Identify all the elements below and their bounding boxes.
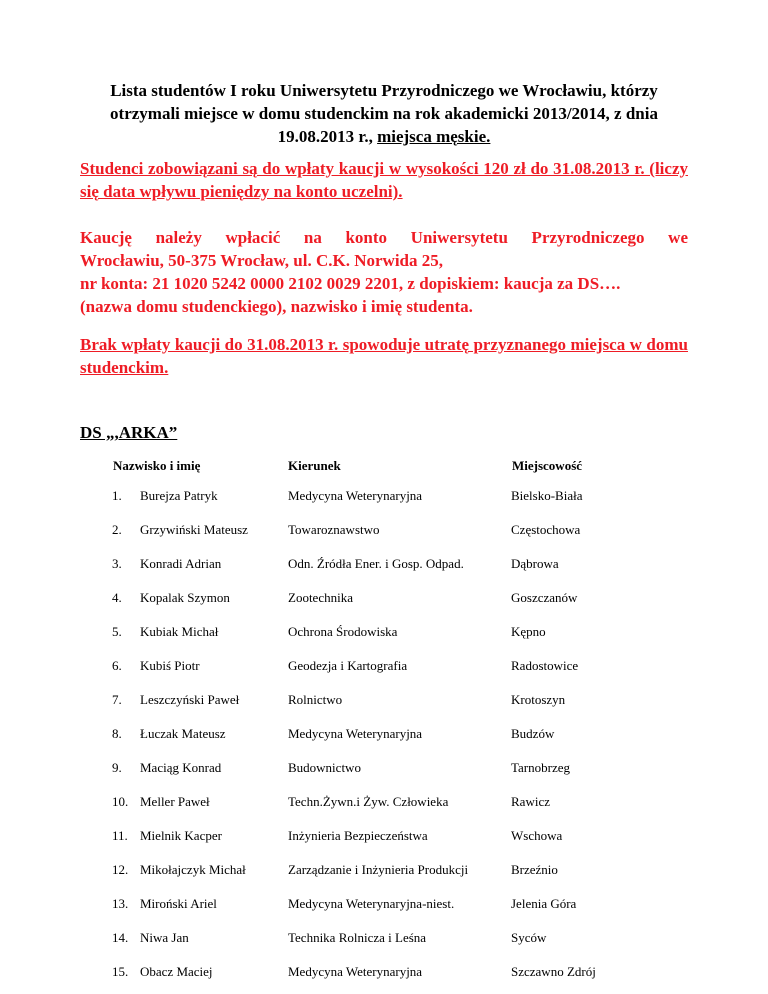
student-major: Medycyna Weterynaryjna-niest. (288, 896, 455, 911)
student-number: 7. (112, 692, 122, 707)
student-name: Konradi Adrian (140, 556, 222, 571)
student-city: Tarnobrzeg (511, 760, 571, 775)
student-number: 11. (112, 828, 128, 843)
student-major: Budownictwo (288, 760, 361, 775)
student-name: Leszczyński Paweł (140, 692, 240, 707)
payment-instructions (80, 226, 688, 318)
table-row (80, 956, 688, 990)
student-city: Budzów (511, 726, 555, 741)
student-major: Techn.Żywn.i Żyw. Człowieka (288, 794, 449, 809)
student-name-cell (112, 726, 226, 742)
student-number: 6. (112, 658, 122, 673)
payment-line-3: nr konta: 21 1020 5242 0000 2102 0029 2201, z dopiskiem: kaucja za DS…. (80, 274, 621, 293)
student-major: Zarządzanie i Inżynieria Produkcji (288, 862, 469, 877)
dormitory-name: DS „,ARKA” (80, 423, 178, 442)
student-name: Łuczak Mateusz (140, 726, 226, 741)
title-date: 19.08.2013 r., (277, 127, 378, 146)
student-number: 9. (112, 760, 122, 775)
title-line-2: otrzymali miejsce w domu studenckim na rok akademicki 2013/2014, z dnia (110, 104, 658, 123)
student-city: Wschowa (511, 828, 563, 843)
student-major: Towaroznawstwo (288, 522, 380, 537)
table-row (80, 786, 688, 820)
student-city: Dąbrowa (511, 556, 559, 571)
student-name: Kubiś Piotr (140, 658, 200, 673)
header-name: Nazwisko i imię (113, 458, 201, 473)
table-row (80, 854, 688, 888)
payment-line-4: (nazwa domu studenckiego), nazwisko i imię studenta. (80, 297, 473, 316)
student-name-cell (112, 624, 218, 640)
table-row (80, 922, 688, 956)
student-name-cell (112, 964, 213, 980)
table-row (80, 684, 688, 718)
student-city: Jelenia Góra (511, 896, 577, 911)
payment-line-1: Kaucję należy wpłacić na konto Uniwersytetu Przyrodniczego we (80, 228, 688, 247)
student-name-cell (112, 794, 210, 810)
student-name-cell (112, 760, 221, 776)
student-city: Krotoszyn (511, 692, 566, 707)
student-name-cell (112, 488, 218, 504)
student-number: 4. (112, 590, 122, 605)
table-row (80, 616, 688, 650)
student-major: Rolnictwo (288, 692, 343, 707)
student-major: Zootechnika (288, 590, 353, 605)
student-name: Grzywiński Mateusz (140, 522, 248, 537)
table-row (80, 752, 688, 786)
table-header-row (80, 450, 688, 480)
student-name-cell (112, 692, 239, 708)
student-city: Syców (511, 930, 547, 945)
table-row (80, 718, 688, 752)
student-name: Niwa Jan (140, 930, 189, 945)
student-number: 10. (112, 794, 129, 809)
student-name: Miroński Ariel (140, 896, 217, 911)
student-number: 1. (112, 488, 122, 503)
student-name-cell (112, 658, 200, 674)
student-number: 8. (112, 726, 122, 741)
title-line-1: Lista studentów I roku Uniwersytetu Przyrodniczego we Wrocławiu, którzy (110, 81, 658, 100)
student-city: Szczawno Zdrój (511, 964, 596, 979)
student-city: Rawicz (511, 794, 550, 809)
table-row (80, 548, 688, 582)
title-gender-note: miejsca męskie. (377, 127, 491, 146)
student-major: Inżynieria Bezpieczeństwa (288, 828, 428, 843)
student-major: Technika Rolnicza i Leśna (288, 930, 427, 945)
student-name-cell (112, 590, 230, 606)
student-city: Bielsko-Biała (511, 488, 583, 503)
student-major: Odn. Źródła Ener. i Gosp. Odpad. (288, 556, 464, 571)
student-name-cell (112, 522, 248, 538)
document-title (80, 79, 688, 148)
student-name: Meller Paweł (140, 794, 210, 809)
student-name: Obacz Maciej (140, 964, 213, 979)
table-row (80, 888, 688, 922)
student-name: Burejza Patryk (140, 488, 218, 503)
student-major: Medycyna Weterynaryjna (288, 726, 423, 741)
student-name: Mikołajczyk Michał (140, 862, 246, 877)
student-name-cell (112, 896, 217, 912)
consequence-notice: Brak wpłaty kaucji do 31.08.2013 r. spowoduje utratę przyznanego miejsca w domu studenckim. (80, 335, 688, 377)
table-row (80, 582, 688, 616)
student-name-cell (112, 556, 221, 572)
student-city: Radostowice (511, 658, 579, 673)
student-name: Mielnik Kacper (140, 828, 222, 843)
student-name: Maciąg Konrad (140, 760, 222, 775)
student-name: Kubiak Michał (140, 624, 219, 639)
student-number: 5. (112, 624, 122, 639)
title-line-3 (80, 125, 688, 148)
student-number: 13. (112, 896, 129, 911)
student-name: Kopalak Szymon (140, 590, 230, 605)
student-city: Brzeźnio (511, 862, 558, 877)
student-number: 14. (112, 930, 129, 945)
student-major: Ochrona Środowiska (288, 624, 398, 639)
payment-line-2: Wrocławiu, 50-375 Wrocław, ul. C.K. Norwida 25, (80, 251, 444, 270)
student-number: 12. (112, 862, 129, 877)
students-table (80, 450, 688, 990)
student-number: 3. (112, 556, 122, 571)
table-row (80, 650, 688, 684)
deposit-deadline-notice: Studenci zobowiązani są do wpłaty kaucji w wysokości 120 zł do 31.08.2013 r. (liczy się data wpływu pieniędzy na konto uczelni). (80, 159, 688, 201)
student-major: Geodezja i Kartografia (288, 658, 408, 673)
table-row (80, 480, 688, 514)
student-name-cell (112, 828, 222, 844)
student-name-cell (112, 862, 246, 878)
student-city: Kępno (511, 624, 546, 639)
student-major: Medycyna Weterynaryjna (288, 488, 423, 503)
student-city: Goszczanów (511, 590, 578, 605)
student-number: 15. (112, 964, 129, 979)
student-city: Częstochowa (511, 522, 581, 537)
student-number: 2. (112, 522, 122, 537)
table-row (80, 514, 688, 548)
header-major: Kierunek (288, 458, 341, 473)
student-major: Medycyna Weterynaryjna (288, 964, 423, 979)
table-row (80, 820, 688, 854)
header-city: Miejscowość (512, 458, 583, 473)
student-name-cell (112, 930, 189, 946)
